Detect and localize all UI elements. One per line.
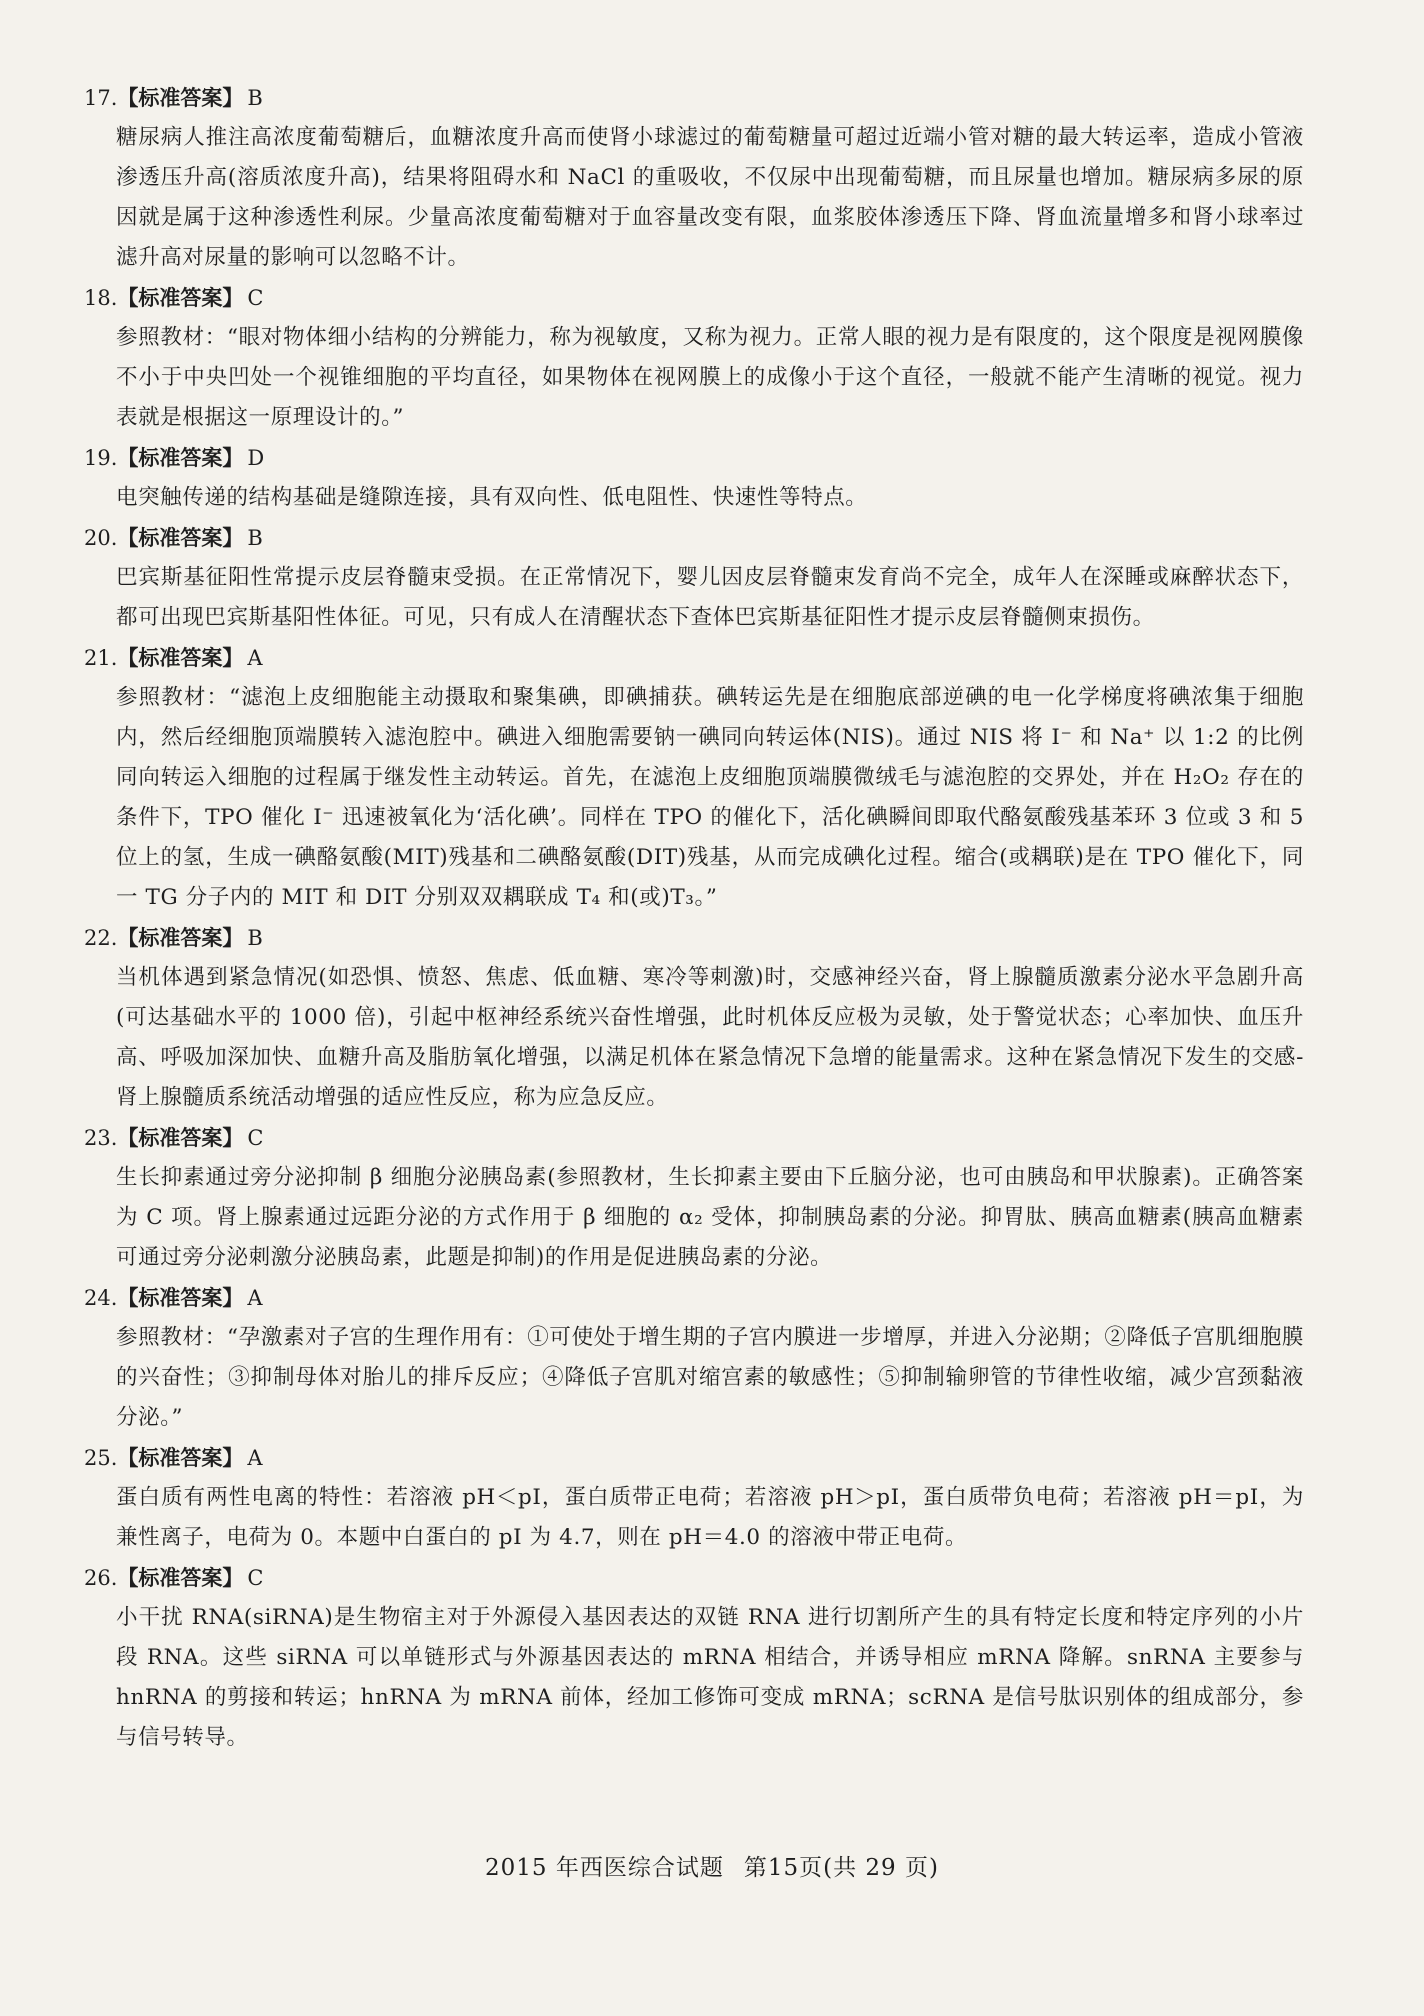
question-21 [84, 638, 1304, 918]
question-number: 17. [84, 86, 118, 110]
explanation-text: 小干扰 RNA(siRNA)是生物宿主对于外源侵入基因表达的双链 RNA 进行切割所产生的具有特定长度和特定序列的小片段 RNA。这些 siRNA 可以单链形式与外源基因表达的 mRNA 相结合，并诱导相应 mRNA 降解。snRNA 主要参与 hnRNA 的剪接和转运；hnRNA 为 mRNA 前体，经加工修饰可变成 mRNA；scRNA 是信号肽识别体的组成部分，参与信号转导。 [116, 1605, 1304, 1750]
page-number: 第15页(共 29 页) [743, 1855, 939, 1881]
question-header [84, 518, 1304, 558]
explanation-text: 当机体遇到紧急情况(如恐惧、愤怒、焦虑、低血糖、寒冷等刺激)时，交感神经兴奋，肾上腺髓质激素分泌水平急剧升高(可达基础水平的 1000 倍)，引起中枢神经系统兴奋性增强，此时机体反应极为灵敏，处于警觉状态；心率加快、血压升高、呼吸加深加快、血糖升高及脂肪氧化增强，以满足机体在紧急情况下急增的能量需求。这种在紧急情况下发生的交感-肾上腺髓质系统活动增强的适应性反应，称为应急反应。 [116, 965, 1304, 1110]
question-header [84, 438, 1304, 478]
explanation-text: 生长抑素通过旁分泌抑制 β 细胞分泌胰岛素(参照教材，生长抑素主要由下丘脑分泌，也可由胰岛和甲状腺素)。正确答案为 C 项。肾上腺素通过远距分泌的方式作用于 β 细胞的 α₂ 受体，抑制胰岛素的分泌。抑胃肽、胰高血糖素(胰高血糖素可通过旁分泌刺激分泌胰岛素，此题是抑制)的作用是促进胰岛素的分泌。 [116, 1165, 1304, 1270]
question-number: 23. [84, 1126, 118, 1150]
question-number: 21. [84, 646, 118, 670]
answer-tag: 【标准答案】 [117, 85, 244, 110]
answer-letter: A [247, 646, 263, 670]
answer-tag: 【标准答案】 [117, 1125, 244, 1150]
explanation-text: 巴宾斯基征阳性常提示皮层脊髓束受损。在正常情况下，婴儿因皮层脊髓束发育尚不完全，成年人在深睡或麻醉状态下，都可出现巴宾斯基阳性体征。可见，只有成人在清醒状态下查体巴宾斯基征阳性才提示皮层脊髓侧束损伤。 [116, 565, 1304, 630]
question-20 [84, 518, 1304, 638]
explanation-text: 蛋白质有两性电离的特性：若溶液 pH＜pI，蛋白质带正电荷；若溶液 pH＞pI，蛋白质带负电荷；若溶液 pH＝pI，为兼性离子，电荷为 0。本题中白蛋白的 pI 为 4.7，则在 pH＝4.0 的溶液中带正电荷。 [116, 1485, 1304, 1550]
explanation-text: 参照教材：“滤泡上皮细胞能主动摄取和聚集碘，即碘捕获。碘转运先是在细胞底部逆碘的电一化学梯度将碘浓集于细胞内，然后经细胞顶端膜转入滤泡腔中。碘进入细胞需要钠一碘同向转运体(NIS)。通过 NIS 将 I⁻ 和 Na⁺ 以 1:2 的比例同向转运入细胞的过程属于继发性主动转运。首先，在滤泡上皮细胞顶端膜微绒毛与滤泡腔的交界处，并在 H₂O₂ 存在的条件下，TPO 催化 I⁻ 迅速被氧化为‘活化碘’。同样在 TPO 的催化下，活化碘瞬间即取代酪氨酸残基苯环 3 位或 3 和 5 位上的氢，生成一碘酪氨酸(MIT)残基和二碘酪氨酸(DIT)残基，从而完成碘化过程。缩合(或耦联)是在 TPO 催化下，同一 TG 分子内的 MIT 和 DIT 分别双双耦联成 T₄ 和(或)T₃。” [116, 685, 1304, 910]
question-number: 25. [84, 1446, 118, 1470]
question-number: 20. [84, 526, 118, 550]
question-24 [84, 1278, 1304, 1438]
explanation-text: 电突触传递的结构基础是缝隙连接，具有双向性、低电阻性、快速性等特点。 [116, 485, 868, 510]
question-number: 18. [84, 286, 118, 310]
explanation-text: 参照教材：“孕激素对子宫的生理作用有：①可使处于增生期的子宫内膜进一步增厚，并进入分泌期；②降低子宫肌细胞膜的兴奋性；③抑制母体对胎儿的排斥反应；④降低子宫肌对缩宫素的敏感性；⑤抑制输卵管的节律性收缩，减少宫颈黏液分泌。” [116, 1325, 1304, 1430]
question-header [84, 78, 1304, 118]
question-header [84, 1278, 1304, 1318]
explanation-text: 参照教材：“眼对物体细小结构的分辨能力，称为视敏度，又称为视力。正常人眼的视力是有限度的，这个限度是视网膜像不小于中央凹处一个视锥细胞的平均直径，如果物体在视网膜上的成像小于这个直径，一般就不能产生清晰的视觉。视力表就是根据这一原理设计的。” [116, 325, 1304, 430]
answer-letter: B [247, 86, 263, 110]
answer-letter: C [247, 1126, 264, 1150]
question-25 [84, 1438, 1304, 1558]
question-19 [84, 438, 1304, 518]
answer-letter: B [247, 926, 263, 950]
answer-letter: A [247, 1446, 263, 1470]
question-number: 26. [84, 1566, 118, 1590]
answer-tag: 【标准答案】 [117, 445, 244, 470]
answer-tag: 【标准答案】 [117, 925, 244, 950]
answer-letter: C [247, 1566, 264, 1590]
question-22 [84, 918, 1304, 1118]
answer-tag: 【标准答案】 [117, 1285, 244, 1310]
explanation-text: 糖尿病人推注高浓度葡萄糖后，血糖浓度升高而使肾小球滤过的葡萄糖量可超过近端小管对糖的最大转运率，造成小管液渗透压升高(溶质浓度升高)，结果将阻碍水和 NaCl 的重吸收，不仅尿中出现葡萄糖，而且尿量也增加。糖尿病多尿的原因就是属于这种渗透性利尿。少量高浓度葡萄糖对于血容量改变有限，血浆胶体渗透压下降、肾血流量增多和肾小球率过滤升高对尿量的影响可以忽略不计。 [116, 125, 1304, 270]
question-26 [84, 1558, 1304, 1758]
question-23 [84, 1118, 1304, 1278]
answer-list [84, 78, 1304, 1758]
answer-tag: 【标准答案】 [117, 1565, 244, 1590]
question-18 [84, 278, 1304, 438]
question-header [84, 1118, 1304, 1158]
answer-tag: 【标准答案】 [117, 1445, 244, 1470]
question-header [84, 918, 1304, 958]
question-number: 24. [84, 1286, 118, 1310]
question-header [84, 1438, 1304, 1478]
answer-tag: 【标准答案】 [117, 285, 244, 310]
question-header [84, 638, 1304, 678]
question-number: 22. [84, 926, 118, 950]
answer-letter: D [247, 446, 265, 470]
exam-title: 2015 年西医综合试题 [485, 1855, 724, 1881]
answer-tag: 【标准答案】 [117, 525, 244, 550]
answer-letter: B [247, 526, 263, 550]
question-header [84, 278, 1304, 318]
question-header [84, 1558, 1304, 1598]
question-17 [84, 78, 1304, 278]
question-number: 19. [84, 446, 118, 470]
answer-tag: 【标准答案】 [117, 645, 244, 670]
page-footer [0, 1848, 1424, 1888]
answer-letter: C [247, 286, 264, 310]
answer-letter: A [247, 1286, 263, 1310]
